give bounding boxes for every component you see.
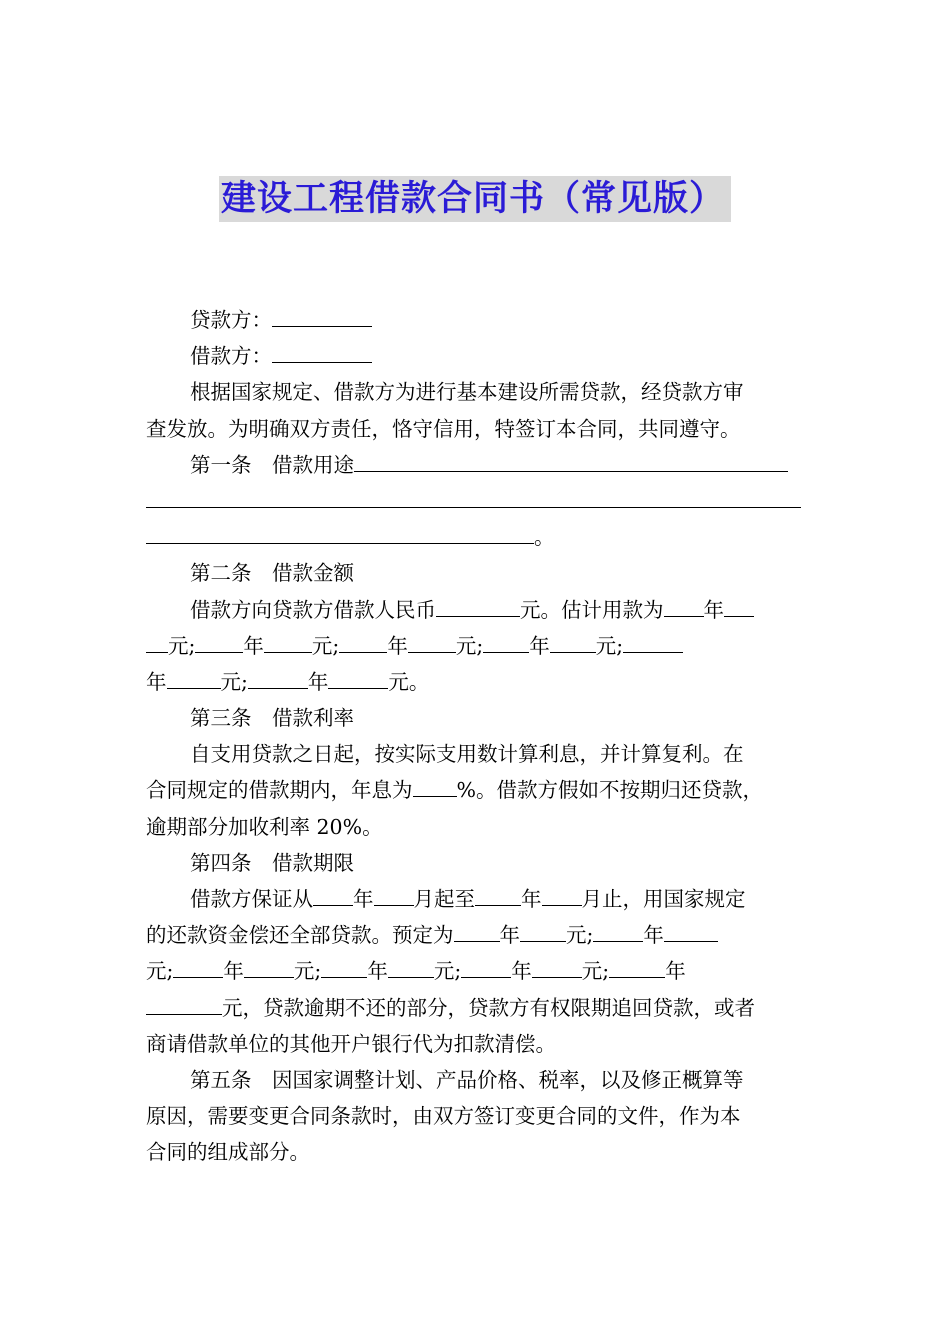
- body-line: [146, 1098, 810, 1134]
- body-text-segment: 元;: [168, 633, 196, 658]
- body-text-segment: 商请借款单位的其他开户银行代为扣款清偿。: [146, 1031, 556, 1056]
- contract-body: [146, 302, 810, 1171]
- body-text-segment: 年: [307, 669, 329, 694]
- body-text-segment: 第二条 借款金额: [190, 561, 354, 586]
- body-text-segment: 原因，需要变更合同条款时，由双方签订变更合同的文件，作为本: [146, 1104, 741, 1129]
- body-text-segment: 元;: [146, 959, 174, 984]
- body-line: [146, 592, 810, 628]
- body-text-segment: 月止，用国家规定: [581, 887, 746, 911]
- fill-in-blank: [272, 340, 372, 363]
- fill-in-blank: [248, 666, 308, 689]
- fill-in-blank: [339, 630, 387, 653]
- fill-in-blank: [436, 594, 520, 617]
- body-text-segment: 元;: [220, 669, 248, 694]
- fill-in-blank: [483, 630, 529, 653]
- body-line: [146, 447, 810, 483]
- body-text-segment: 合同的组成部分。: [146, 1140, 310, 1165]
- body-text-segment: 贷款方：: [190, 308, 272, 332]
- body-text-segment: 年: [223, 959, 244, 984]
- fill-in-blank: [475, 883, 521, 906]
- fill-in-blank: [146, 992, 222, 1015]
- body-text-segment: 第五条 因国家调整计划、产品价格、税率，以及修正概算等: [190, 1067, 744, 1092]
- body-text-segment: 的还款资金偿还全部贷款。预定为: [146, 923, 454, 948]
- body-text-segment: 年: [511, 959, 532, 984]
- body-text-segment: 元;: [566, 923, 594, 948]
- fill-in-blank: [272, 304, 372, 327]
- body-text-segment: 元;: [581, 959, 610, 984]
- body-text-segment: 第四条 借款期限: [190, 850, 354, 875]
- body-text-segment: 根据国家规定、借款方为进行基本建设所需贷款，经贷款方审: [190, 380, 744, 405]
- fill-in-blank: [623, 630, 683, 653]
- body-line: [146, 1026, 810, 1062]
- document-title: 建设工程借款合同书（常见版）: [219, 176, 731, 222]
- body-line: [146, 628, 810, 664]
- body-text-segment: 年: [499, 923, 520, 948]
- body-text-segment: 年: [521, 887, 542, 911]
- body-line: [146, 411, 810, 447]
- body-line: [146, 1062, 810, 1098]
- body-line: [146, 809, 810, 845]
- body-line: [146, 664, 810, 700]
- body-line: [146, 881, 810, 917]
- fill-in-blank: [374, 883, 414, 906]
- body-text-segment: 第一条 借款用途: [190, 452, 354, 477]
- fill-in-blank: [724, 594, 754, 617]
- fill-in-blank: [146, 521, 534, 544]
- body-line: [146, 953, 810, 989]
- fill-in-blank: [354, 449, 788, 472]
- fill-in-blank: [146, 485, 801, 508]
- fill-in-blank: [321, 955, 367, 978]
- fill-in-blank: [146, 630, 168, 653]
- body-line: [146, 519, 810, 555]
- body-line: [146, 338, 810, 374]
- body-text-segment: 借款方：: [190, 344, 272, 369]
- body-line: [146, 374, 810, 410]
- body-text-segment: 元;: [311, 633, 340, 658]
- fill-in-blank: [313, 883, 353, 906]
- body-text-segment: 元。: [388, 669, 430, 694]
- body-text-segment: 月起至: [413, 887, 475, 911]
- fill-in-blank: [388, 955, 434, 978]
- body-text-segment: 年: [643, 923, 664, 948]
- body-line: [146, 845, 810, 881]
- body-line: [146, 1134, 810, 1170]
- body-text-segment: 年: [353, 887, 374, 911]
- body-line: [146, 555, 810, 591]
- body-line: [146, 917, 810, 953]
- fill-in-blank: [328, 666, 388, 689]
- body-text-segment: 自支用贷款之日起，按实际支用数计算利息，并计算复利。在: [190, 742, 744, 767]
- body-text-segment: 元。估计用款为: [520, 597, 664, 622]
- body-text-segment: 第三条 借款利率: [190, 706, 354, 731]
- body-text-segment: 借款方向贷款方借款人民币: [190, 597, 436, 622]
- fill-in-blank: [195, 630, 243, 653]
- fill-in-blank: [461, 955, 511, 978]
- fill-in-blank: [550, 630, 596, 653]
- body-line: [146, 700, 810, 736]
- body-text-segment: 逾期部分加收利率 20%。: [146, 814, 383, 839]
- fill-in-blank: [609, 955, 665, 978]
- body-line: [146, 772, 810, 808]
- fill-in-blank: [664, 594, 704, 617]
- body-text-segment: 元，贷款逾期不还的部分，贷款方有权限期追回贷款，或者: [222, 995, 755, 1020]
- body-line: [146, 302, 810, 338]
- body-text-segment: 元;: [433, 959, 462, 984]
- body-line: [146, 736, 810, 772]
- body-text-segment: 年: [146, 669, 167, 694]
- body-text-segment: 元;: [293, 959, 322, 984]
- body-text-segment: 年: [703, 597, 724, 622]
- body-text-segment: 年: [367, 959, 388, 984]
- fill-in-blank: [173, 955, 223, 978]
- fill-in-blank: [542, 883, 582, 906]
- body-text-segment: 元;: [455, 633, 484, 658]
- fill-in-blank: [520, 919, 566, 942]
- fill-in-blank: [408, 630, 456, 653]
- fill-in-blank: [454, 919, 500, 942]
- fill-in-blank: [664, 919, 718, 942]
- body-text-segment: %。借款方假如不按期归还贷款，: [456, 778, 763, 803]
- body-text-segment: 借款方保证从: [190, 887, 313, 911]
- title-container: [0, 176, 950, 222]
- body-text-segment: 年: [665, 959, 686, 984]
- fill-in-blank: [244, 955, 294, 978]
- body-text-segment: 年: [529, 633, 550, 658]
- body-text-segment: 元;: [595, 633, 624, 658]
- body-text-segment: 年: [243, 633, 264, 658]
- body-text-segment: 。: [534, 525, 555, 550]
- fill-in-blank: [532, 955, 582, 978]
- fill-in-blank: [264, 630, 312, 653]
- body-text-segment: 查发放。为明确双方责任，恪守信用，特签订本合同，共同遵守。: [146, 416, 741, 441]
- fill-in-blank: [167, 666, 221, 689]
- fill-in-blank: [413, 774, 457, 797]
- body-text-segment: 年: [387, 633, 408, 658]
- body-line: [146, 990, 810, 1026]
- fill-in-blank: [593, 919, 643, 942]
- body-text-segment: 合同规定的借款期内，年息为: [146, 778, 413, 803]
- body-line: [146, 483, 810, 519]
